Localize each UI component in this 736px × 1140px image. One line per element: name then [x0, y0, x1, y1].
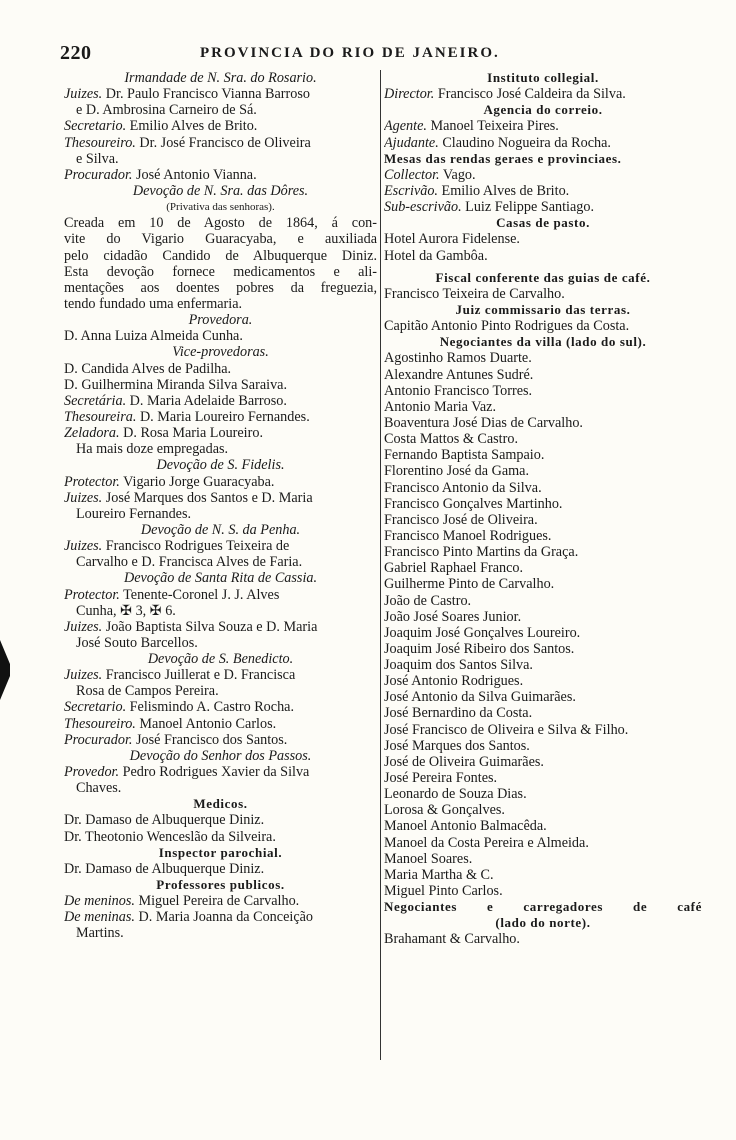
entry-text: Negociantes da villa (lado do sul).	[439, 334, 647, 350]
entry-text: Manoel Antonio Balmacêda.	[384, 818, 547, 835]
entry-text: Ha mais doze empregadas.	[76, 441, 229, 458]
entry-label: Sub-escrivão.	[384, 199, 462, 216]
entry-text: D. Anna Luiza Almeida Cunha.	[64, 328, 243, 345]
entry-text: Fiscal conferente das guias de café.	[435, 269, 651, 285]
right-line	[384, 609, 702, 625]
right-line	[384, 625, 702, 641]
entry-text: José Francisco de Oliveira e Silva & Filho.	[384, 721, 629, 738]
entry-text: Loureiro Fernandes.	[76, 505, 192, 522]
entry-text: mentações aos doentes pobres da freguezia,	[64, 279, 377, 296]
entry-text: Devoção de Santa Rita de Cassia.	[123, 570, 318, 587]
right-line	[384, 231, 702, 247]
right-line	[384, 673, 702, 689]
entry-text: (Privativa das senhoras).	[166, 201, 275, 214]
entry-text: (lado do norte).	[495, 915, 591, 931]
left-line	[64, 699, 377, 715]
entry-text: Dr. Damaso de Albuquerque Diniz.	[64, 812, 265, 829]
entry-text: D. Candida Alves de Padilha.	[64, 360, 232, 377]
entry-text: Irmandade de N. Sra. do Rosario.	[124, 70, 317, 86]
right-line	[384, 334, 702, 350]
entry-label: Secretario.	[64, 699, 127, 716]
right-line	[384, 248, 702, 264]
right-line	[384, 560, 702, 576]
left-line	[64, 231, 377, 247]
right-line	[384, 383, 702, 399]
right-line	[384, 302, 702, 318]
entry-text: Manoel da Costa Pereira e Almeida.	[384, 834, 589, 851]
right-line	[384, 754, 702, 770]
entry-text: Capitão Antonio Pinto Rodrigues da Costa.	[384, 318, 630, 335]
entry-text: José de Oliveira Guimarães.	[384, 753, 544, 770]
entry-text: Guilherme Pinto de Carvalho.	[384, 576, 555, 593]
right-line	[384, 215, 702, 231]
entry-text: Francisco Pinto Martins da Graça.	[384, 544, 579, 561]
entry-label: Director.	[384, 86, 435, 103]
right-line	[384, 835, 702, 851]
left-line	[64, 296, 377, 312]
entry-label: Secretária.	[64, 392, 127, 409]
left-line	[64, 893, 377, 909]
entry-text: tendo fundado uma enfermaria.	[64, 295, 243, 312]
entry-text: Hotel Aurora Fidelense.	[384, 231, 520, 248]
entry-text: Alexandre Antunes Sudré.	[384, 366, 534, 383]
right-line	[384, 576, 702, 592]
entry-label: Thesoureira.	[64, 408, 137, 425]
right-line	[384, 689, 702, 705]
entry-text: Instituto collegial.	[487, 70, 599, 85]
entry-text: Medicos.	[193, 796, 248, 812]
right-line	[384, 431, 702, 447]
left-line	[64, 812, 377, 828]
left-line	[64, 829, 377, 845]
left-line	[64, 377, 377, 393]
entry-text: José Antonio Rodrigues.	[384, 673, 524, 690]
entry-text: José Antonio da Silva Guimarães.	[384, 689, 576, 706]
left-line	[64, 199, 377, 215]
entry-text: Provedora.	[188, 312, 253, 329]
entry-text: Emilio Alves de Brito.	[437, 182, 570, 199]
entry-text: D. Rosa Maria Loureiro.	[119, 425, 263, 442]
entry-text: Vice-provedoras.	[172, 344, 269, 361]
left-line	[64, 877, 377, 893]
entry-text: Miguel Pinto Carlos.	[384, 883, 503, 900]
right-line	[384, 350, 702, 366]
entry-text: Creada em 10 de Agosto de 1864, á con-	[64, 215, 377, 232]
entry-text: Miguel Pereira de Carvalho.	[134, 893, 300, 910]
entry-text: D. Maria Loureiro Fernandes.	[136, 408, 310, 425]
right-line	[384, 786, 702, 802]
entry-text: José Marques dos Santos.	[384, 737, 530, 754]
left-line	[64, 683, 377, 699]
entry-text: Dr. José Francisco de Oliveira	[135, 134, 311, 151]
left-line	[64, 215, 377, 231]
right-line	[384, 286, 702, 302]
entry-text: Devoção de S. Fidelis.	[156, 457, 285, 474]
right-line	[384, 851, 702, 867]
entry-text: Devoção de N. Sra. das Dôres.	[132, 182, 309, 199]
left-line	[64, 570, 377, 586]
entry-text: D. Guilhermina Miranda Silva Saraiva.	[64, 376, 288, 393]
entry-text: Francisco Gonçalves Martinho.	[384, 495, 563, 512]
entry-text: Devoção de S. Benedicto.	[147, 651, 294, 668]
entry-label: Secretario.	[64, 118, 127, 135]
entry-text: Antonio Maria Vaz.	[384, 398, 497, 415]
entry-label: De meninos.	[64, 893, 135, 910]
left-line	[64, 167, 377, 183]
right-line	[384, 415, 702, 431]
entry-text: Professores publicos.	[156, 877, 285, 893]
scan-edge-mark	[0, 640, 10, 700]
left-line	[64, 344, 377, 360]
entry-text: Francisco Juillerat e D. Francisca	[102, 667, 296, 684]
entry-text: Francisco Antonio da Silva.	[384, 479, 542, 496]
left-line	[64, 635, 377, 651]
left-line	[64, 328, 377, 344]
right-line	[384, 883, 702, 899]
right-line	[384, 463, 702, 479]
entry-text: Dr. Theotonio Wenceslão da Silveira.	[64, 828, 276, 845]
left-line	[64, 312, 377, 328]
entry-text: Joaquim José Ribeiro dos Santos.	[384, 640, 575, 657]
entry-text: Vigario Jorge Guaracyaba.	[119, 473, 275, 490]
entry-text: Francisco Manoel Rodrigues.	[384, 527, 552, 544]
left-line	[64, 780, 377, 796]
entry-text: Manoel Antonio Carlos.	[135, 715, 277, 732]
page-header	[60, 42, 700, 66]
entry-text: José Francisco dos Santos.	[132, 731, 288, 748]
left-line	[64, 264, 377, 280]
entry-text: D. Maria Joanna da Conceição	[134, 909, 314, 926]
right-line	[384, 70, 702, 86]
left-line	[64, 280, 377, 296]
entry-label: Juizes.	[64, 538, 103, 555]
entry-text: Negociantes e carregadores de café	[384, 899, 702, 915]
entry-text: Casas de pasto.	[496, 215, 590, 231]
right-line	[384, 86, 702, 102]
entry-text: Dr. Paulo Francisco Vianna Barroso	[102, 86, 310, 103]
left-line	[64, 587, 377, 603]
left-line	[64, 619, 377, 635]
left-line	[64, 393, 377, 409]
right-line	[384, 657, 702, 673]
right-line	[384, 818, 702, 834]
entry-text: José Souto Barcellos.	[76, 634, 198, 651]
right-line	[384, 367, 702, 383]
entry-label: Agente.	[384, 118, 427, 135]
entry-text: Claudino Nogueira da Rocha.	[438, 134, 611, 151]
right-line	[384, 931, 702, 947]
page-number: 220	[60, 42, 92, 64]
right-line	[384, 447, 702, 463]
entry-text: Francisco Teixeira de Carvalho.	[384, 285, 565, 302]
right-line	[384, 480, 702, 496]
right-line	[384, 151, 702, 167]
left-line	[64, 522, 377, 538]
entry-text: Francisco José de Oliveira.	[384, 511, 538, 528]
entry-text: Pedro Rodrigues Xavier da Silva	[119, 764, 310, 781]
left-line	[64, 441, 377, 457]
entry-text: Vago.	[439, 166, 476, 183]
right-line	[384, 802, 702, 818]
entry-text: e Silva.	[76, 150, 119, 167]
right-line	[384, 899, 702, 915]
left-line	[64, 651, 377, 667]
entry-text: Joaquim dos Santos Silva.	[384, 657, 533, 674]
entry-text: Devoção de N. S. da Penha.	[140, 521, 301, 538]
right-line	[384, 199, 702, 215]
entry-text: Antonio Francisco Torres.	[384, 382, 533, 399]
entry-text: Boaventura José Dias de Carvalho.	[384, 414, 583, 431]
entry-text: José Marques dos Santos e D. Maria	[102, 489, 313, 506]
entry-text: Tenente-Coronel J. J. Alves	[119, 586, 280, 603]
right-line	[384, 135, 702, 151]
left-line	[64, 409, 377, 425]
left-line	[64, 490, 377, 506]
left-line	[64, 457, 377, 473]
left-line	[64, 748, 377, 764]
left-line	[64, 603, 377, 619]
entry-text: Brahamant & Carvalho.	[384, 931, 520, 948]
entry-text: Martins.	[76, 925, 124, 942]
entry-text: Emilio Alves de Brito.	[126, 118, 258, 135]
entry-label: Ajudante.	[384, 134, 439, 151]
left-line	[64, 506, 377, 522]
entry-text: Gabriel Raphael Franco.	[384, 560, 524, 577]
right-line	[384, 167, 702, 183]
entry-text: Francisco José Caldeira da Silva.	[434, 86, 626, 103]
right-line	[384, 641, 702, 657]
left-line	[64, 538, 377, 554]
left-line	[64, 183, 377, 199]
right-line	[384, 399, 702, 415]
left-line	[64, 732, 377, 748]
left-line	[64, 248, 377, 264]
entry-text: João de Castro.	[384, 592, 472, 609]
right-line	[384, 915, 702, 931]
entry-label: Protector.	[64, 473, 120, 490]
left-line	[64, 764, 377, 780]
entry-text: vite do Vigario Guaracyaba, e auxiliada	[64, 231, 377, 248]
right-line	[384, 722, 702, 738]
entry-label: Juizes.	[64, 667, 103, 684]
right-line	[384, 118, 702, 134]
entry-text: Chaves.	[76, 780, 122, 797]
entry-text: Leonardo de Souza Dias.	[384, 786, 527, 803]
entry-text: Dr. Damaso de Albuquerque Diniz.	[64, 860, 265, 877]
left-line	[64, 845, 377, 861]
entry-label: Juizes.	[64, 86, 103, 103]
entry-label: Collector.	[384, 166, 440, 183]
entry-text: Devoção do Senhor dos Passos.	[129, 747, 312, 764]
entry-text: Costa Mattos & Castro.	[384, 431, 518, 448]
entry-text: José Bernardino da Costa.	[384, 705, 533, 722]
entry-text: Carvalho e D. Francisca Alves de Faria.	[76, 554, 303, 571]
right-line	[384, 867, 702, 883]
left-line	[64, 135, 377, 151]
entry-label: Thesoureiro.	[64, 134, 136, 151]
entry-label: Procurador.	[64, 166, 133, 183]
left-line	[64, 361, 377, 377]
left-line	[64, 861, 377, 877]
entry-text: e D. Ambrosina Carneiro de Sá.	[76, 102, 257, 119]
left-line	[64, 716, 377, 732]
entry-text: Mesas das rendas geraes e provinciaes.	[384, 150, 622, 166]
entry-text: Inspector parochial.	[158, 844, 283, 860]
left-line	[64, 118, 377, 134]
entry-text: pelo cidadão Candido de Albuquerque Diniz.	[64, 247, 377, 264]
entry-text: Hotel da Gambôa.	[384, 247, 488, 264]
left-line	[64, 70, 377, 86]
right-line	[384, 738, 702, 754]
left-line	[64, 151, 377, 167]
entry-text: Juiz commissario das terras.	[455, 301, 631, 317]
entry-text: Francisco Rodrigues Teixeira de	[102, 538, 290, 555]
right-line	[384, 593, 702, 609]
right-line	[384, 318, 702, 334]
entry-label: Thesoureiro.	[64, 715, 136, 732]
right-line	[384, 705, 702, 721]
entry-text: Rosa de Campos Pereira.	[76, 683, 219, 700]
left-line	[64, 86, 377, 102]
entry-text: Joaquim José Gonçalves Loureiro.	[384, 624, 581, 641]
entry-text: Cunha, ✠ 3, ✠ 6.	[76, 602, 176, 619]
left-line	[64, 425, 377, 441]
entry-text: Maria Martha & C.	[384, 866, 494, 883]
entry-text: Manoel Soares.	[384, 850, 473, 867]
left-line	[64, 909, 377, 925]
entry-label: Juizes.	[64, 489, 103, 506]
entry-text: Luiz Felippe Santiago.	[461, 199, 595, 216]
right-line	[384, 496, 702, 512]
entry-text: Fernando Baptista Sampaio.	[384, 447, 545, 464]
entry-label: De meninas.	[64, 909, 135, 926]
left-column	[64, 70, 377, 942]
entry-text: João José Soares Junior.	[384, 608, 522, 625]
right-line	[384, 512, 702, 528]
right-line	[384, 102, 702, 118]
entry-text: José Antonio Vianna.	[132, 166, 257, 183]
entry-text: Agostinho Ramos Duarte.	[384, 350, 532, 367]
entry-label: Escrivão.	[384, 182, 438, 199]
left-line	[64, 474, 377, 490]
entry-label: Zeladora.	[64, 425, 120, 442]
entry-text: Esta devoção fornece medicamentos e ali-	[64, 263, 377, 280]
entry-label: Protector.	[64, 586, 120, 603]
entry-text: Lorosa & Gonçalves.	[384, 802, 505, 819]
entry-text: José Pereira Fontes.	[384, 770, 498, 787]
entry-text: João Baptista Silva Souza e D. Maria	[102, 618, 318, 635]
left-line	[64, 796, 377, 812]
left-line	[64, 102, 377, 118]
entry-text: Agencia do correio.	[483, 102, 603, 118]
entry-label: Juizes.	[64, 618, 103, 635]
entry-text: Manoel Teixeira Pires.	[426, 118, 559, 135]
right-line	[384, 270, 702, 286]
entry-text: Florentino José da Gama.	[384, 463, 529, 480]
right-line	[384, 183, 702, 199]
left-line	[64, 667, 377, 683]
entry-label: Procurador.	[64, 731, 133, 748]
right-line	[384, 544, 702, 560]
right-line	[384, 770, 702, 786]
left-line	[64, 925, 377, 941]
running-title: PROVINCIA DO RIO DE JANEIRO.	[200, 45, 500, 61]
entry-label: Provedor.	[64, 764, 120, 781]
left-line	[64, 554, 377, 570]
entry-text: D. Maria Adelaide Barroso.	[126, 392, 287, 409]
right-line	[384, 528, 702, 544]
right-column	[384, 70, 702, 948]
entry-text: Felismindo A. Castro Rocha.	[126, 699, 295, 716]
column-divider	[380, 70, 381, 1060]
